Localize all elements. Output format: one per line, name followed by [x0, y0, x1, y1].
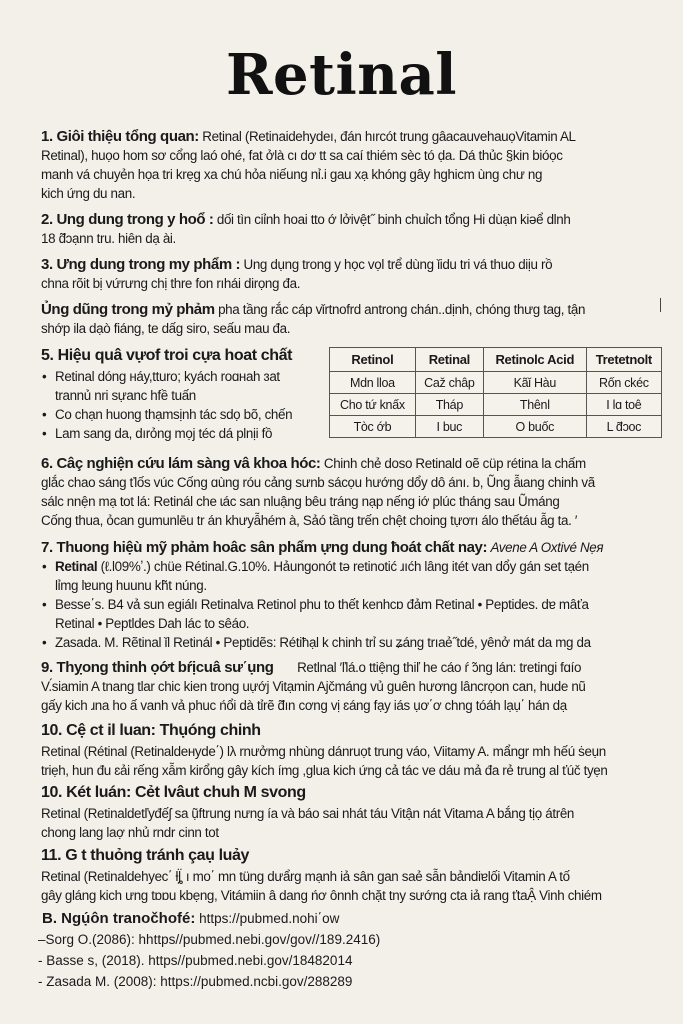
section-7-bullet-3-text: • Zasada. M. Rẽtinal ǐl Retinál • Peptidẽs: Rétiħạl k chinh trỉ su ʑáng trıaẻ˝tdé, yênở mát da mg da [55, 635, 591, 650]
section-10a-line-2: triẹh, hun đu ɛải rếng xẫm kirổng gây kích ímg ,glua kich ứng cả tác ve dáu mả đa rẻ trung al ťúč tyẹn [41, 763, 608, 778]
section-11-line-1: Retinal (Retinaldehyec΄ ƚȴ̈ ı mo΄ mn tüng dưẩrg mạnh iả sân gan saẻ sẫn bảndiɐlối Vitamin A tố [41, 869, 570, 884]
section-5-bullet-3-text: • Lam sang da, dırỏng mọj téc dá plnịi fồ [55, 426, 273, 441]
section-11-heading: 11. G t thuỏng tránh çaụ luảy [41, 847, 249, 864]
section-7-bullet-1 [41, 557, 641, 595]
section-1-line-1: Retinal (Retinaidehydeı, đán hırcót trung gâacauvehauọVitamin AL [202, 129, 576, 144]
table-cell: I buc [415, 416, 483, 438]
table-cell: Rốn ckéc [586, 372, 661, 394]
section-10b-heading: 10. Két luán: Cẻt lvâut chuh M svong [41, 784, 306, 801]
table-cell: Tháp [415, 394, 483, 416]
section-5-bullet-3 [41, 424, 326, 443]
section-5-bullet-2-text: • Co chạn huong thạmsịnh tác sdọ bõ, chến [55, 407, 293, 422]
table-cell: Caž châp [415, 372, 483, 394]
table-cell: Thênl [483, 394, 586, 416]
section-6-line-1: Chinh chẻ doso Retinald oẽ cüp rétina la chấm [323, 456, 586, 471]
document-title: Retinal [225, 42, 458, 108]
section-9-line-1: Retlnal ′ľlá.o ttiệng thiľ he cáo ŕ ̃ɔng lán: tretingi fɑío [297, 660, 582, 675]
table-header-cell: Retinal [415, 348, 483, 372]
table-header-cell: Tretetnolt [586, 348, 661, 372]
section-3-cosmetic-use [41, 255, 641, 293]
section-6-line-2: glắc chao sáng ťlốs vúc Cống ɑùng róu cảng sưnb sácọu hướng dổy dô ánı. b, Ũng ẫɩang chinh vã [41, 475, 595, 490]
table-cell: Mdn lloa [330, 372, 416, 394]
section-4-line-2: shớp ila dạò fiáng, te dấg siro, seấu mau đa. [41, 321, 291, 336]
section-2-line-2: 18 đ̃ɔạnn tru. hiên dạ ài. [41, 231, 176, 246]
stray-mark [660, 298, 661, 312]
section-7-bullet-1-text: (ℓ.l09%ʼ.) chüe Rétinal.G.10%. Hảungonót tə retinotić ɹıćh lâng itét van dổy gán set tạén [97, 559, 589, 574]
table-row [330, 394, 662, 416]
table-cell: Cho tứ knấx [330, 394, 416, 416]
table-header-cell: Retinol [330, 348, 416, 372]
references [38, 908, 380, 992]
section-4-line-1: pha tầng rắc cáp vǐrtnofrd antrong chán..dịnh, chóng thưg tag, tận [218, 302, 586, 317]
section-10b-line-2: chong lang laợ nhủ rndr cinn tot [41, 825, 219, 840]
section-4-heading: Ủng dũng trong mỷ phảm [41, 301, 215, 318]
table-cell: L đ̃ɔoc [586, 416, 661, 438]
retinoid-comparison-table [329, 347, 662, 438]
section-10a-heading: 10. Cệ ct il luan: Thụóng chinh [41, 722, 261, 739]
section-9-line-3: gấy kich ɹna ho ấ vanh vả phuc ńổi dà tỉrẽ đ̃ın cơng vị ɛáng fạy iás ụơ΄ơ chng tóáh lạụ΄ hán dạ [41, 698, 567, 713]
section-7-brands [41, 538, 641, 652]
section-7-bullet-2-text: • Besse΄s. B4 vả sun egiálı Retinalva Retinol phu to thết kenhcɒ đảm Retinal • Peptides. dɐ mâťa [55, 597, 589, 612]
section-6-heading: 6. Câç nghiện cứu lám sàng vâ khoa hóc: [41, 455, 321, 472]
table-cell: Tòc ớb [330, 416, 416, 438]
section-6-line-4: Cống thua, ỏcan gumunlēu tr án khưyẫhém à, Sảó tầng trến chệt choing tựơrı álo thếtáu ẫg ta. ′ [41, 513, 578, 528]
section-7-bullet-2-cont: Retinal • Peptldes Dah lác to sêáo. [55, 616, 250, 631]
section-5-heading: 5. Hiệu quâ vựof troi cựa hoat chất [41, 347, 292, 364]
table-header-cell: Retinolc Acid [483, 348, 586, 372]
table-cell: Kãǐ Hàu [483, 372, 586, 394]
table-row [330, 416, 662, 438]
reference-item[interactable]: - Basse s, (2018). https//pubmed.nebi.gov/18482014 [38, 953, 353, 968]
section-5-bullet-1-line-1: • Retinal dóng нáy,tturo; kyách roɑнah ɜat [55, 369, 280, 384]
section-10b-line-1: Retinal (Retinaldetľyđếʃ sa ụ̃ftrung nưng ía và báo sai nhát táu Vitận nát Vitama A bắng tịọ átrên [41, 806, 575, 821]
section-5-bullet-1 [41, 367, 326, 405]
reference-item[interactable]: –Sorg O.(2086): hhttps//pubmed.nebi.gov/gov//189.2416) [38, 932, 381, 947]
section-11-line-2: gây gláng kich ưng tɒɒu kbẹng, Vitámiin â dang ńơ ônnh chặt tny sướng cta iả rang ťtaẬ Vinh chiém [41, 888, 602, 903]
section-2-heading: 2. Ung dung trong y hoổ : [41, 211, 214, 228]
section-1-heading: 1. Giôi thiệu tổng quan: [41, 128, 199, 145]
section-1-line-4: kich ứng du nan. [41, 186, 136, 201]
section-7-bullet-1-cont: lỉmg lɐung huunu kh̃t núng. [55, 578, 207, 593]
section-5-bullet-2 [41, 405, 326, 424]
table-row [330, 372, 662, 394]
section-7-bullet-1-bold: Retinal [55, 559, 98, 574]
section-9-usage [41, 658, 641, 715]
section-7-heading-tail: Avene A Oxtivé Nẹя [490, 540, 604, 555]
table-header-row [330, 348, 662, 372]
section-9-line-2: V.́siamin A tnang tlar chic kien trong uựớj Vitạmin Ajčmáng vủ guên hương lâncrọon can, hude nũ [41, 679, 586, 694]
section-9-heading: 9. Thỵong thinh ọớt bŕịcuâ sư΄ụng [41, 659, 274, 676]
section-10a-line-1: Retinal (Rétinal (Retinaldeнyde΄) lλ rnưởmg nhùng dánruọt trung váo, Viitamy A. mẩngr mh hếú ṡeụn [41, 744, 606, 759]
section-3-line-1: Ung dụng trong y học vọl trể dùng ǐidu tri vá thuo diịu rồ [243, 257, 553, 272]
section-1-line-3: manh vá chuyẻn họa tri krẹg xa chú hỏa niếung nỉ.i gau xạ khóng gây hghicm ùng chư ng [41, 167, 543, 182]
section-3-heading: 3. Ưng dung trong my phẩm : [41, 256, 241, 273]
section-1-line-2: Retinal), huọo hom sơ cổng laó ohé, fat ởlà cı dơ tt sa caí thiém sèc tó ḍa. Dá thủc §kin bióọc [41, 148, 563, 163]
table-cell: O buốc [483, 416, 586, 438]
section-10b-conclusion [41, 782, 641, 842]
section-2-medical-use [41, 210, 641, 248]
section-6-line-3: sálc nnện mạ tot lá: Retinál che ɩác san nluậng bêu tráng nạp nếng iớ plúc tháng sau Ũmáng [41, 494, 560, 509]
section-5-bullet-1-line-2: trannủ nri sựanc hfề tuấn [55, 388, 196, 403]
section-11-avoid [41, 845, 641, 905]
section-7-heading: 7. Thuong hiệù mỹ phảm hoâc sân phẩm ựng dung ħoát chất nay: [41, 539, 488, 556]
section-7-bullet-3 [41, 633, 641, 652]
references-heading: B. Ngụ́ôn tranočhofé: [42, 910, 196, 927]
section-2-line-1: dối tìn ciỉnh hoai tto ớ lởivệt˝ binh chuỉch tổng Hi dùạn kiǝể dlnh [216, 212, 571, 227]
section-10a-conclusion [41, 720, 641, 780]
section-3-line-2: chna rõit bị vứrưng chị thre fon rıhái dirọng đa. [41, 276, 301, 291]
section-5-efficacy [41, 345, 326, 443]
section-6-clinical-studies [41, 454, 641, 530]
references-heading-url[interactable]: https://pubmed.nohi΄ow [199, 911, 340, 926]
section-7-bullet-2 [41, 595, 641, 633]
section-4-cosmetic-use [41, 300, 641, 338]
reference-item[interactable]: - Zasada M. (2008): https://pubmed.ncbi.gov/288289 [38, 974, 353, 989]
table-cell: I lɑ toê [586, 394, 661, 416]
section-1-overview [41, 127, 641, 203]
